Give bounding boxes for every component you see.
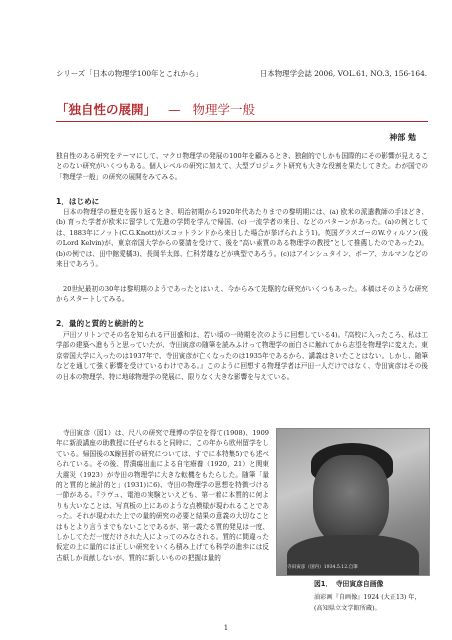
section-1-paragraph-1: 日本の物理学の歴史を振り返るとき、明治初期から1920年代あたりまでの黎明期には、(a) 欧米の派遣教師の手ほどき、(b) 育った学者が欧米に留学して先進の学問を学んで帰国、(c) 一流学者の来日、などのパターンがあった。(a)の例としては、1883年にノット(C.G.Knott)がスコットランドから来日した場合が挙げられよう1)。英国グラスゴーのW.ウィルソン(後のLord Kelvin)が、東京帝国大学からの要請を受けて、後を“高い素質のある物理学の教授”として推薦したのであった2)。(b)の例では、田中館愛橘3)、長岡半太郎、仁科芳雄などが典型であろう。(c)はアインシュタイン、ボーア、カルマンなどの来日であろう。 xyxy=(56,208,428,269)
figure-1-photo xyxy=(276,428,430,576)
section-heading-2: 2．量的と質的と統計的と xyxy=(56,319,145,328)
title-rule xyxy=(56,121,428,122)
page-number: 1 xyxy=(223,624,229,632)
journal-citation: 日本物理学会誌 2006, VOL.61, NO.3, 156-164. xyxy=(260,69,428,78)
abstract: 独自性のある研究をテーマにして、マクロ物理学の発展の100年を顧みるとき、独創的でしかも国際的にその影響が見えることのない研究がいくつもある。個人レベルの研究に加えて、大型プロジェクト研究も大きな役割を果たしてきた。わが国での「物理学一般」の研究の展開をみてみる。 xyxy=(56,152,428,181)
portrait-face xyxy=(313,455,389,547)
title-main: 「独自性の展開」 xyxy=(56,102,157,117)
figure-1-caption-line-1: 油彩画『自画像』1924 (大正13) 年， xyxy=(314,594,421,601)
section-heading-1: 1．はじめに xyxy=(56,197,100,206)
section-1-paragraph-2: 20世紀最初の30年は黎明期のようであったとはいえ、今からみて先駆的な研究がいくつもあった。本稿はそのような研究からスタートしてみる。 xyxy=(56,285,428,304)
article-title xyxy=(56,100,255,118)
section-2-paragraph-1: 戸田ソリトンでその名を知られる戸田盛和は、若い頃の一時期を次のように回想している4)。『高校に入ったころ、私は工学部の建築へ進もうと思っていたが、寺田寅彦の随筆を読みふけって物理学の面白さに触れてから志望を物理学に変えた。東京帝国大学に入ったのは1937年で、寺田寅彦が亡くなったのは1935年であるから、講義はきいたことはない。しかし、随筆などを通して強く影響を受けているわけである。』このように回想する物理学者は戸田一人だけではなく、寺田寅彦はその後の日本の物理学、特に地球物理学の発展に、限りなく大きな影響を与えている。 xyxy=(56,331,428,381)
section-2-paragraph-2: 寺田寅彦（図1）は、尺八の研究で理博の学位を得て(1908)、1909年に新設講座の助教授に任ぜられると同時に、この年から欧州留学をしている。帰国後のX線回折の研究については、すでに本特集5)でも述べられている。その後、胃潰瘍出血による自宅療養（1920，21）と関東大震災（1923）が寺田の物理学に大きな転機をもたらした。随筆「量的と質的と統計的と」(1931)に6)、寺田の物理学の思想を特徴づける一節がある。『ラヴュ、電池の実験といえども、第一着に本質的に何よりも大いなことは、写真板の上にあのような点模様が現われることであった。それが現われた上での量的研究の必要と結果の意義の大切なことはもとより言うまでもないことであるが、第一義たる質的発見は一度、しかしてただ一度だけされた人によってのみなされる。質的に間違った仮定の上に量的には正しい研究をいくら積み上げても科学の進歩には反古紙しか貢献しないが、質的に新しいものの把握は量的 xyxy=(56,429,269,562)
figure-1-caption-line-2: (高知県立文学館所蔵)。 xyxy=(314,605,381,612)
title-subtitle: 物理学一般 xyxy=(192,102,255,117)
author-name: 神部 勉 xyxy=(389,133,416,142)
photo-caption: 寺田寅彦（国内）1934.5.12.自筆 xyxy=(287,565,358,570)
series-title: シリーズ「日本の物理学100年とこれから」 xyxy=(56,69,203,78)
title-dash: — xyxy=(168,102,181,117)
figure-1-label: 図1． 寺田寅彦自画像 xyxy=(314,580,384,588)
